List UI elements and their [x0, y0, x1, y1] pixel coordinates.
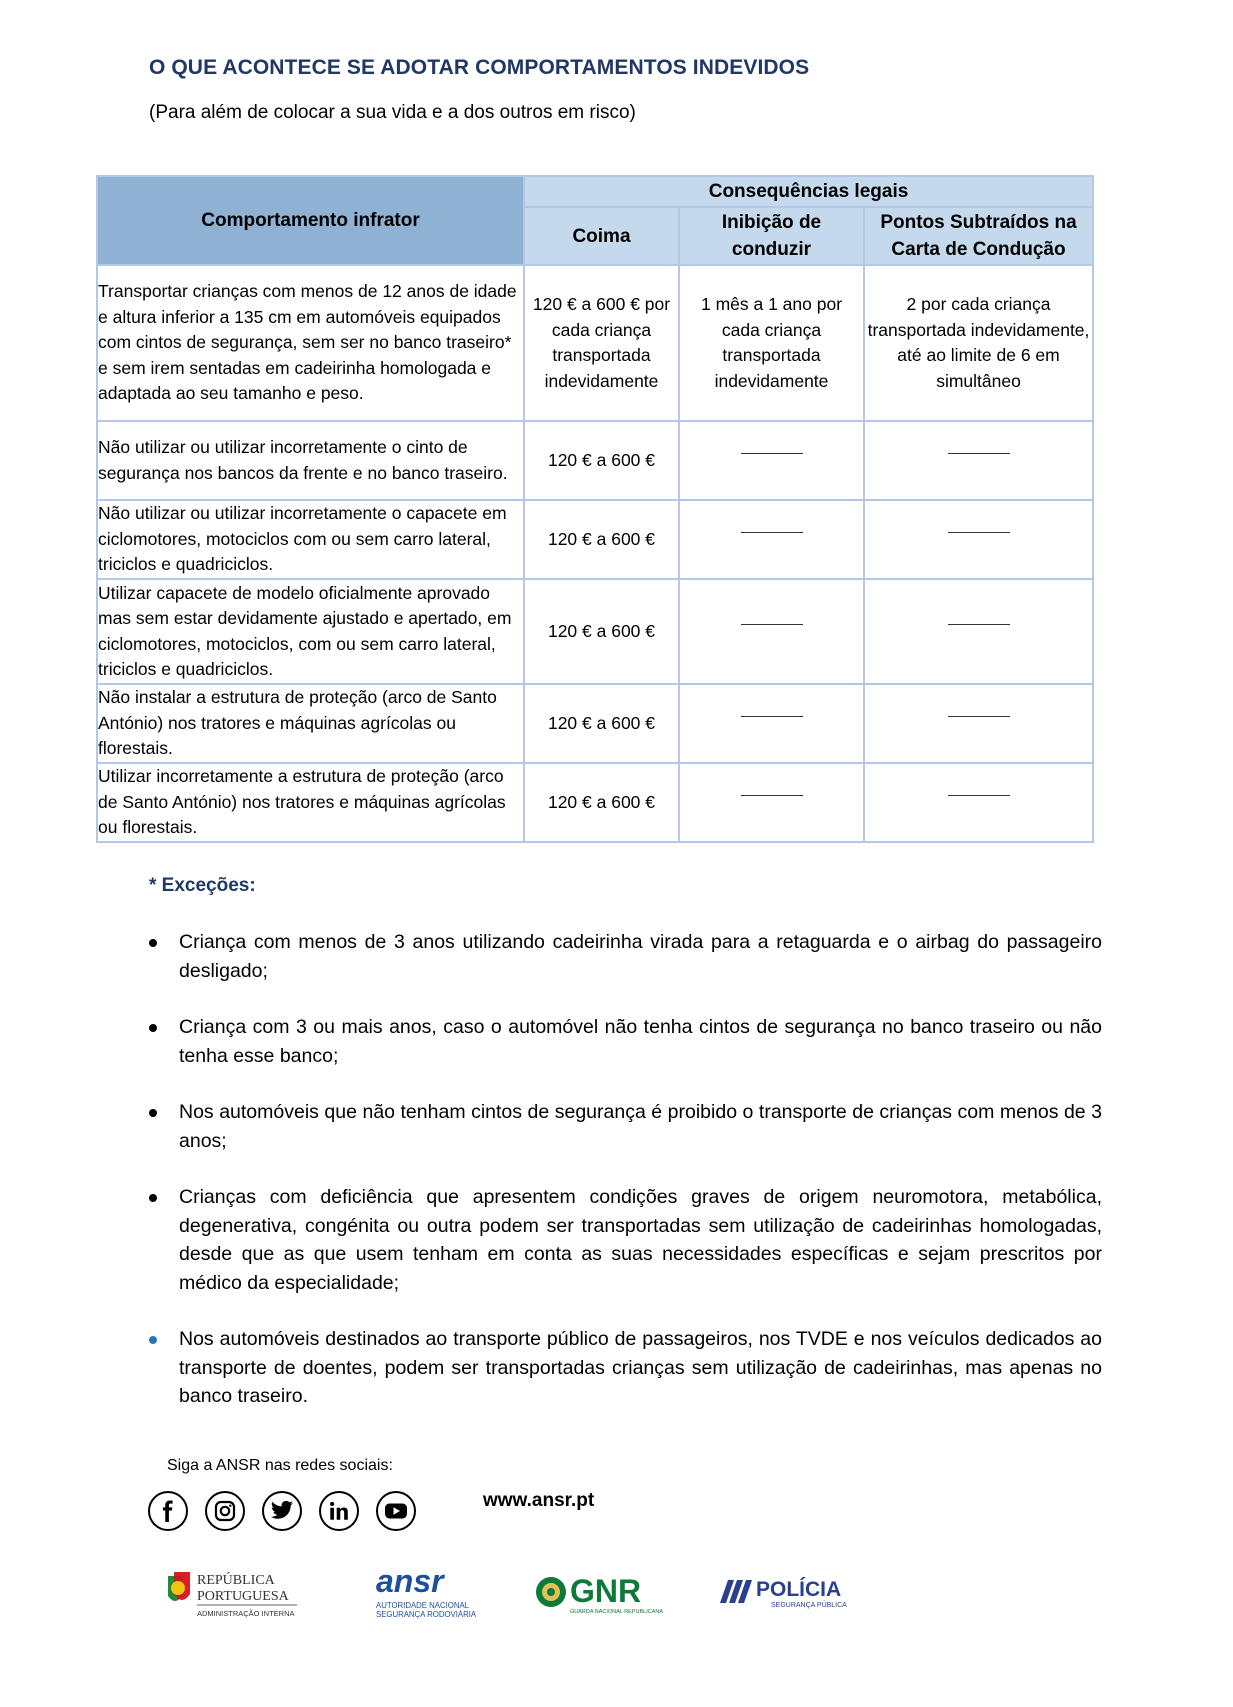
page-title: O QUE ACONTECE SE ADOTAR COMPORTAMENTOS INDEVIDOS	[149, 56, 810, 79]
exception-text: Nos automóveis que não tenham cintos de segurança é proibido o transporte de crianças com menos de 3 anos;	[179, 1101, 1102, 1152]
behavior-cell: Transportar crianças com menos de 12 anos de idade e altura inferior a 135 cm em automóveis equipados com cintos de segurança, sem ser no banco traseiro* e sem irem sentadas em cadeirinha homologada e adaptada ao seu tamanho e peso.	[97, 265, 524, 421]
table-row	[97, 763, 1093, 842]
instagram-icon[interactable]	[205, 1491, 245, 1531]
gnr-subtitle: GUARDA NACIONAL REPUBLICANA	[570, 1609, 664, 1615]
behavior-cell: Não utilizar ou utilizar incorretamente o capacete em ciclomotores, motociclos com ou sem carro lateral, triciclos e quadriciclos.	[97, 500, 524, 579]
exceptions-heading: * Exceções:	[149, 875, 256, 896]
exception-text: Nos automóveis destinados ao transporte público de passageiros, nos TVDE e nos veículos dedicados ao transporte de doentes, podem ser transportadas crianças sem utilização de cadeirinhas, mas apenas no banco traseiro.	[179, 1328, 1102, 1407]
points-cell: 2 por cada criança transportada indevidamente, até ao limite de 6 em simultâneo	[864, 265, 1093, 421]
empty-dash-cell	[864, 763, 1093, 842]
fine-cell: 120 € a 600 €	[524, 684, 679, 763]
fine-cell: 120 € a 600 €	[524, 500, 679, 579]
exceptions-list	[149, 928, 1102, 1439]
ban-cell: 1 mês a 1 ano por cada criança transportada indevidamente	[679, 265, 864, 421]
empty-dash-cell	[679, 684, 864, 763]
dash-line	[741, 795, 803, 796]
empty-dash-cell	[679, 421, 864, 500]
bullet-icon	[149, 1024, 157, 1032]
table-row	[97, 579, 1093, 684]
ansr-wordmark: ansr	[376, 1563, 444, 1599]
dash-line	[948, 532, 1010, 533]
empty-dash-cell	[679, 500, 864, 579]
list-item	[149, 1183, 1102, 1297]
table-row	[97, 500, 1093, 579]
dash-line	[741, 624, 803, 625]
ansr-logo	[376, 1563, 477, 1619]
linkedin-icon[interactable]	[319, 1491, 359, 1531]
table-row	[97, 265, 1093, 421]
header-points: Pontos Subtraídos na Carta de Condução	[864, 207, 1093, 265]
behavior-cell: Utilizar capacete de modelo oficialmente aprovado mas sem estar devidamente ajustado e apertado, em ciclomotores, motociclos, com ou sem carro lateral, triciclos e quadriciclos.	[97, 579, 524, 684]
youtube-icon[interactable]	[376, 1491, 416, 1531]
list-item	[149, 1013, 1102, 1070]
header-driving-ban: Inibição de conduzir	[679, 207, 864, 265]
table-row	[97, 421, 1093, 500]
dash-line	[741, 453, 803, 454]
page-subtitle: (Para além de colocar a sua vida e a dos outros em risco)	[149, 102, 636, 123]
policia-wordmark: POLÍCIA	[756, 1578, 842, 1601]
partner-logos	[160, 1562, 880, 1622]
fine-cell: 120 € a 600 € por cada criança transportada indevidamente	[524, 265, 679, 421]
ansr-line2: SEGURANÇA RODOVIÁRIA	[376, 1610, 477, 1619]
list-item	[149, 1325, 1102, 1411]
dash-line	[741, 532, 803, 533]
republica-line2: PORTUGUESA	[197, 1589, 289, 1604]
bullet-icon	[149, 1109, 157, 1117]
social-links	[148, 1491, 416, 1531]
gnr-wordmark: GNR	[570, 1573, 642, 1609]
social-follow-label: Siga a ANSR nas redes sociais:	[167, 1457, 393, 1474]
policia-logo	[720, 1578, 847, 1609]
dash-line	[948, 624, 1010, 625]
header-behavior: Comportamento infrator	[97, 176, 524, 265]
header-fine: Coima	[524, 207, 679, 265]
website-link[interactable]: www.ansr.pt	[483, 1490, 595, 1511]
fine-cell: 120 € a 600 €	[524, 421, 679, 500]
twitter-icon[interactable]	[262, 1491, 302, 1531]
empty-dash-cell	[864, 500, 1093, 579]
dash-line	[741, 716, 803, 717]
header-legal-consequences: Consequências legais	[524, 176, 1093, 207]
republica-line3: ADMINISTRAÇÃO INTERNA	[197, 1609, 295, 1618]
empty-dash-cell	[864, 579, 1093, 684]
exception-text: Crianças com deficiência que apresentem condições graves de origem neuromotora, metabólica, degenerativa, congénita ou outra podem ser transportadas sem utilização de cadeirinhas homologadas, desde que as que usem tenham em conta as suas necessidades específicas e sejam prescritos por médico da especialidade;	[179, 1186, 1102, 1294]
republica-portuguesa-logo	[168, 1571, 297, 1618]
dash-line	[948, 716, 1010, 717]
republica-line1: REPÚBLICA	[197, 1573, 275, 1588]
bullet-icon	[149, 1194, 157, 1202]
fine-cell: 120 € a 600 €	[524, 763, 679, 842]
bullet-icon	[149, 1336, 157, 1344]
gnr-logo	[536, 1573, 663, 1615]
behavior-cell: Não instalar a estrutura de proteção (arco de Santo António) nos tratores e máquinas agrícolas ou florestais.	[97, 684, 524, 763]
list-item	[149, 1098, 1102, 1155]
empty-dash-cell	[679, 579, 864, 684]
behavior-cell: Não utilizar ou utilizar incorretamente o cinto de segurança nos bancos da frente e no banco traseiro.	[97, 421, 524, 500]
dash-line	[948, 795, 1010, 796]
empty-dash-cell	[864, 684, 1093, 763]
ansr-line1: AUTORIDADE NACIONAL	[376, 1601, 470, 1610]
behavior-cell: Utilizar incorretamente a estrutura de proteção (arco de Santo António) nos tratores e máquinas agrícolas ou florestais.	[97, 763, 524, 842]
consequences-table	[96, 175, 1094, 843]
exception-text: Criança com menos de 3 anos utilizando cadeirinha virada para a retaguarda e o airbag do passageiro desligado;	[179, 931, 1102, 982]
empty-dash-cell	[864, 421, 1093, 500]
facebook-icon[interactable]	[148, 1491, 188, 1531]
fine-cell: 120 € a 600 €	[524, 579, 679, 684]
bullet-icon	[149, 939, 157, 947]
policia-subtitle: SEGURANÇA PÚBLICA	[771, 1602, 847, 1609]
empty-dash-cell	[679, 763, 864, 842]
dash-line	[948, 453, 1010, 454]
exception-text: Criança com 3 ou mais anos, caso o automóvel não tenha cintos de segurança no banco traseiro ou não tenha esse banco;	[179, 1016, 1102, 1067]
list-item	[149, 928, 1102, 985]
table-row	[97, 684, 1093, 763]
